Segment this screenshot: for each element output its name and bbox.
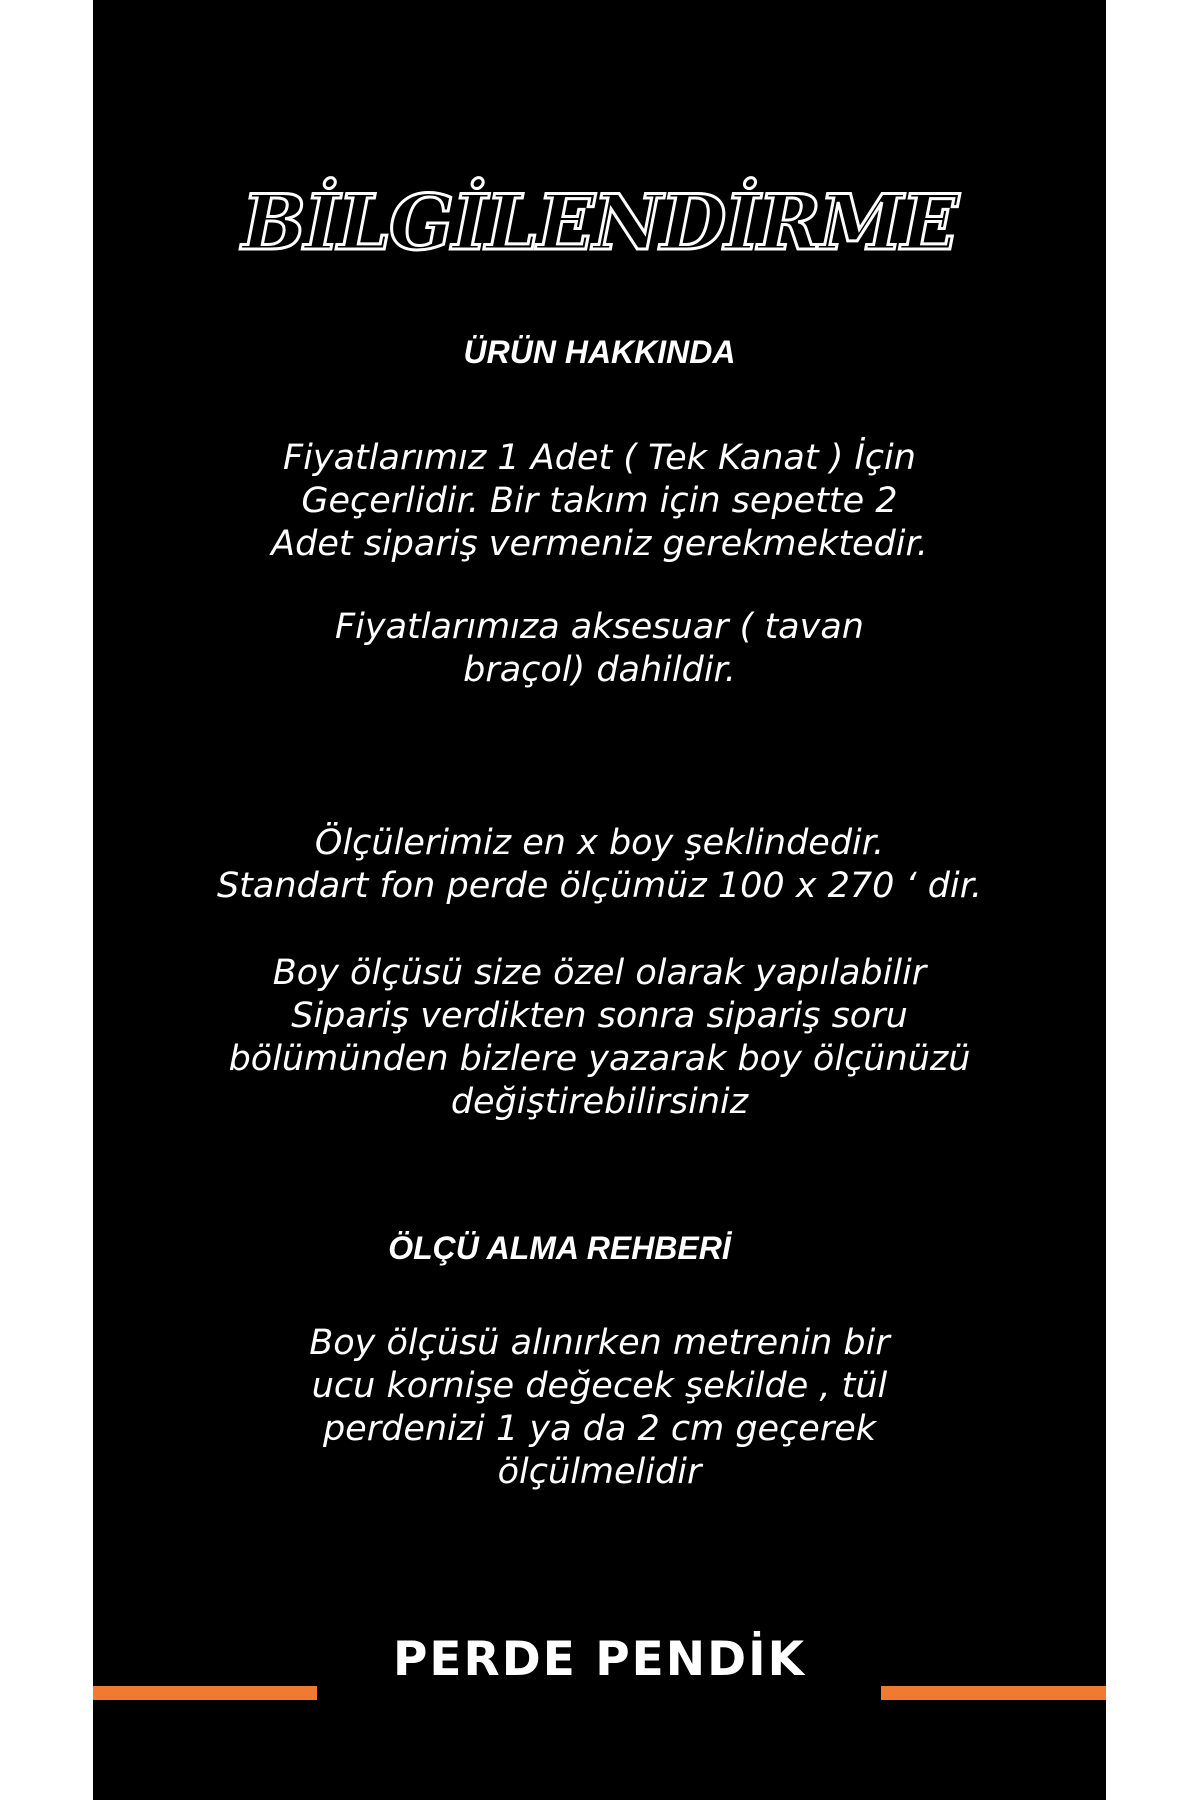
text-line: ölçülmelidir [497, 1452, 702, 1492]
accent-divider-left [93, 1686, 317, 1700]
text-line: Boy ölçüsü size özel olarak yapılabilir [272, 953, 927, 993]
product-info-heading: ÜRÜN HAKKINDA [463, 334, 736, 370]
pricing-paragraph [133, 437, 1066, 566]
text-line: ucu kornişe değecek şekilde , tül [311, 1366, 888, 1406]
accent-divider-right [881, 1686, 1106, 1700]
brand-name: PERDE PENDİK [392, 1632, 807, 1687]
info-panel [93, 0, 1106, 1800]
text-line: Ölçülerimiz en x boy şeklindedir. [314, 823, 885, 863]
text-line: braçol) dahildir. [463, 650, 736, 690]
text-line: Boy ölçüsü alınırken metrenin bir [309, 1323, 890, 1363]
text-line: Fiyatlarımız 1 Adet ( Tek Kanat ) İçin [283, 438, 916, 478]
custom-length-paragraph [133, 952, 1066, 1124]
text-line: Geçerlidir. Bir takım için sepette 2 [301, 481, 898, 521]
text-line: Adet sipariş vermeniz gerekmektedir. [271, 524, 928, 564]
text-line: perdenizi 1 ya da 2 cm geçerek [322, 1409, 877, 1449]
measuring-guide-heading: ÖLÇÜ ALMA REHBERİ [388, 1230, 731, 1266]
text-line: bölümünden bizlere yazarak boy ölçünüzü [228, 1039, 971, 1079]
text-line: değiştirebilirsiniz [450, 1082, 749, 1122]
text-line: Standart fon perde ölçümüz 100 x 270 ‘ dir. [216, 866, 983, 906]
measuring-guide-paragraph [133, 1322, 1066, 1494]
page-title: BİLGİLENDİRME [241, 178, 958, 267]
accessory-paragraph [133, 606, 1066, 692]
text-line: Fiyatlarımıza aksesuar ( tavan [335, 607, 864, 647]
size-paragraph [133, 822, 1066, 908]
text-line: Sipariş verdikten sonra sipariş soru [291, 996, 908, 1036]
